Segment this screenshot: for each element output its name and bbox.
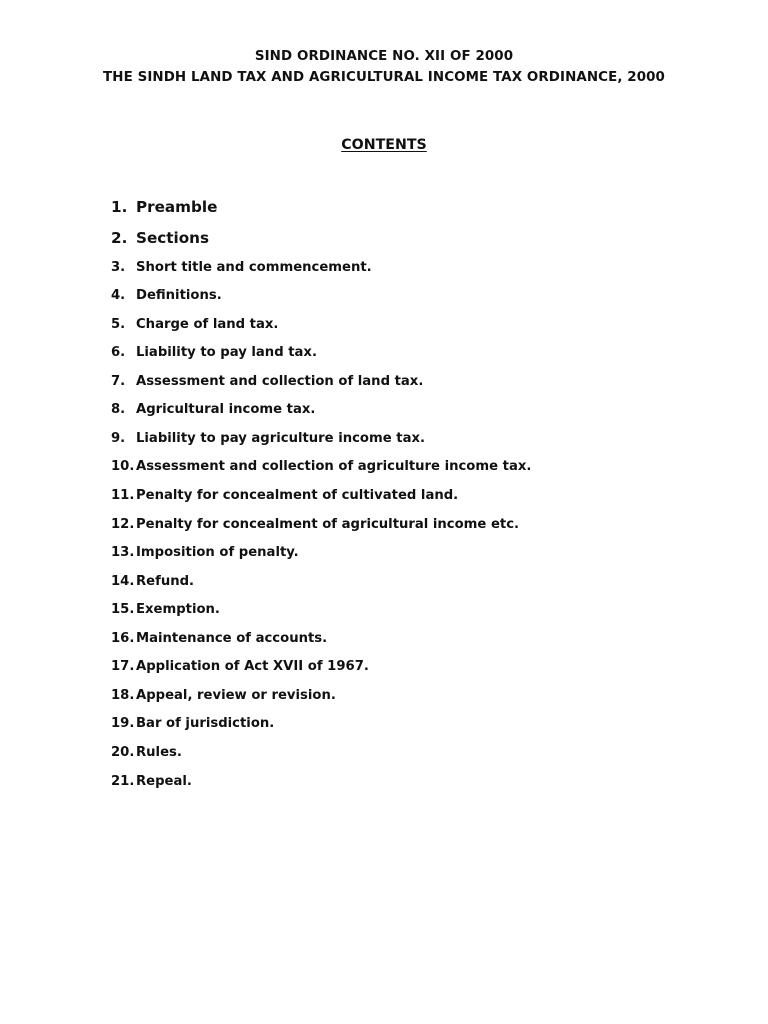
- toc-item-label: Bar of jurisdiction.: [136, 716, 275, 731]
- toc-item-number: 16.: [111, 631, 135, 646]
- toc-item-number: 15.: [111, 602, 135, 617]
- toc-item: [111, 572, 731, 592]
- toc-item-number: 20.: [111, 745, 135, 760]
- toc-item-number: 7.: [111, 374, 126, 389]
- toc-item-number: 17.: [111, 659, 135, 674]
- toc-item-label: Exemption.: [136, 602, 220, 617]
- toc-item-label: Repeal.: [136, 774, 192, 789]
- toc-item-label: Charge of land tax.: [136, 317, 279, 332]
- toc-item: [111, 258, 731, 278]
- toc-item: [111, 686, 731, 706]
- toc-item-number: 8.: [111, 402, 126, 417]
- toc-item-number: 11.: [111, 488, 135, 503]
- toc-item: [111, 486, 731, 506]
- toc-item: [111, 543, 731, 563]
- toc-item-number: 18.: [111, 688, 135, 703]
- toc-item-number: 2.: [111, 229, 128, 247]
- toc-item-number: 10.: [111, 459, 135, 474]
- toc-item-label: Liability to pay agriculture income tax.: [136, 431, 425, 446]
- toc-item-number: 9.: [111, 431, 126, 446]
- toc-item-label: Rules.: [136, 745, 182, 760]
- contents-heading: CONTENTS: [341, 137, 427, 153]
- toc-item-label: Maintenance of accounts.: [136, 631, 328, 646]
- toc-item: [111, 197, 731, 217]
- toc-item-number: 4.: [111, 288, 126, 303]
- toc-item-label: Sections: [136, 229, 209, 247]
- toc-item: [111, 714, 731, 734]
- toc-item: [111, 629, 731, 649]
- toc-item: [111, 772, 731, 792]
- toc-item-label: Imposition of penalty.: [136, 545, 299, 560]
- toc-item-label: Refund.: [136, 574, 195, 589]
- toc-item: [111, 657, 731, 677]
- toc-item-label: Penalty for concealment of agricultural income etc.: [136, 517, 520, 532]
- toc-item-label: Liability to pay land tax.: [136, 345, 317, 360]
- toc-item-label: Assessment and collection of land tax.: [136, 374, 424, 389]
- toc-item: [111, 600, 731, 620]
- toc-item: [111, 400, 731, 420]
- toc-item-label: Application of Act XVII of 1967.: [136, 659, 369, 674]
- ordinance-number-title: SIND ORDINANCE NO. XII OF 2000: [254, 49, 514, 64]
- toc-item-label: Short title and commencement.: [136, 260, 372, 275]
- toc-item-number: 19.: [111, 716, 135, 731]
- toc-item-number: 12.: [111, 517, 135, 532]
- toc-item-label: Preamble: [136, 198, 218, 216]
- toc-item: [111, 743, 731, 763]
- toc-item-number: 21.: [111, 774, 135, 789]
- toc-item-number: 3.: [111, 260, 126, 275]
- toc-item: [111, 343, 731, 363]
- toc-item: [111, 315, 731, 335]
- ordinance-full-title: THE SINDH LAND TAX AND AGRICULTURAL INCOME TAX ORDINANCE, 2000: [103, 70, 665, 85]
- toc-item-number: 6.: [111, 345, 126, 360]
- toc-item-number: 13.: [111, 545, 135, 560]
- toc-item: [111, 228, 731, 248]
- toc-item-label: Penalty for concealment of cultivated land.: [136, 488, 459, 503]
- toc-item: [111, 515, 731, 535]
- toc-item: [111, 457, 731, 477]
- toc-item: [111, 286, 731, 306]
- toc-item-label: Agricultural income tax.: [136, 402, 316, 417]
- toc-item-label: Definitions.: [136, 288, 222, 303]
- toc-item-label: Appeal, review or revision.: [136, 688, 336, 703]
- toc-item-number: 1.: [111, 198, 128, 216]
- toc-item: [111, 372, 731, 392]
- toc-item-number: 14.: [111, 574, 135, 589]
- toc-item-label: Assessment and collection of agriculture income tax.: [136, 459, 532, 474]
- toc-item: [111, 429, 731, 449]
- toc-item-number: 5.: [111, 317, 126, 332]
- document-header: [0, 46, 768, 88]
